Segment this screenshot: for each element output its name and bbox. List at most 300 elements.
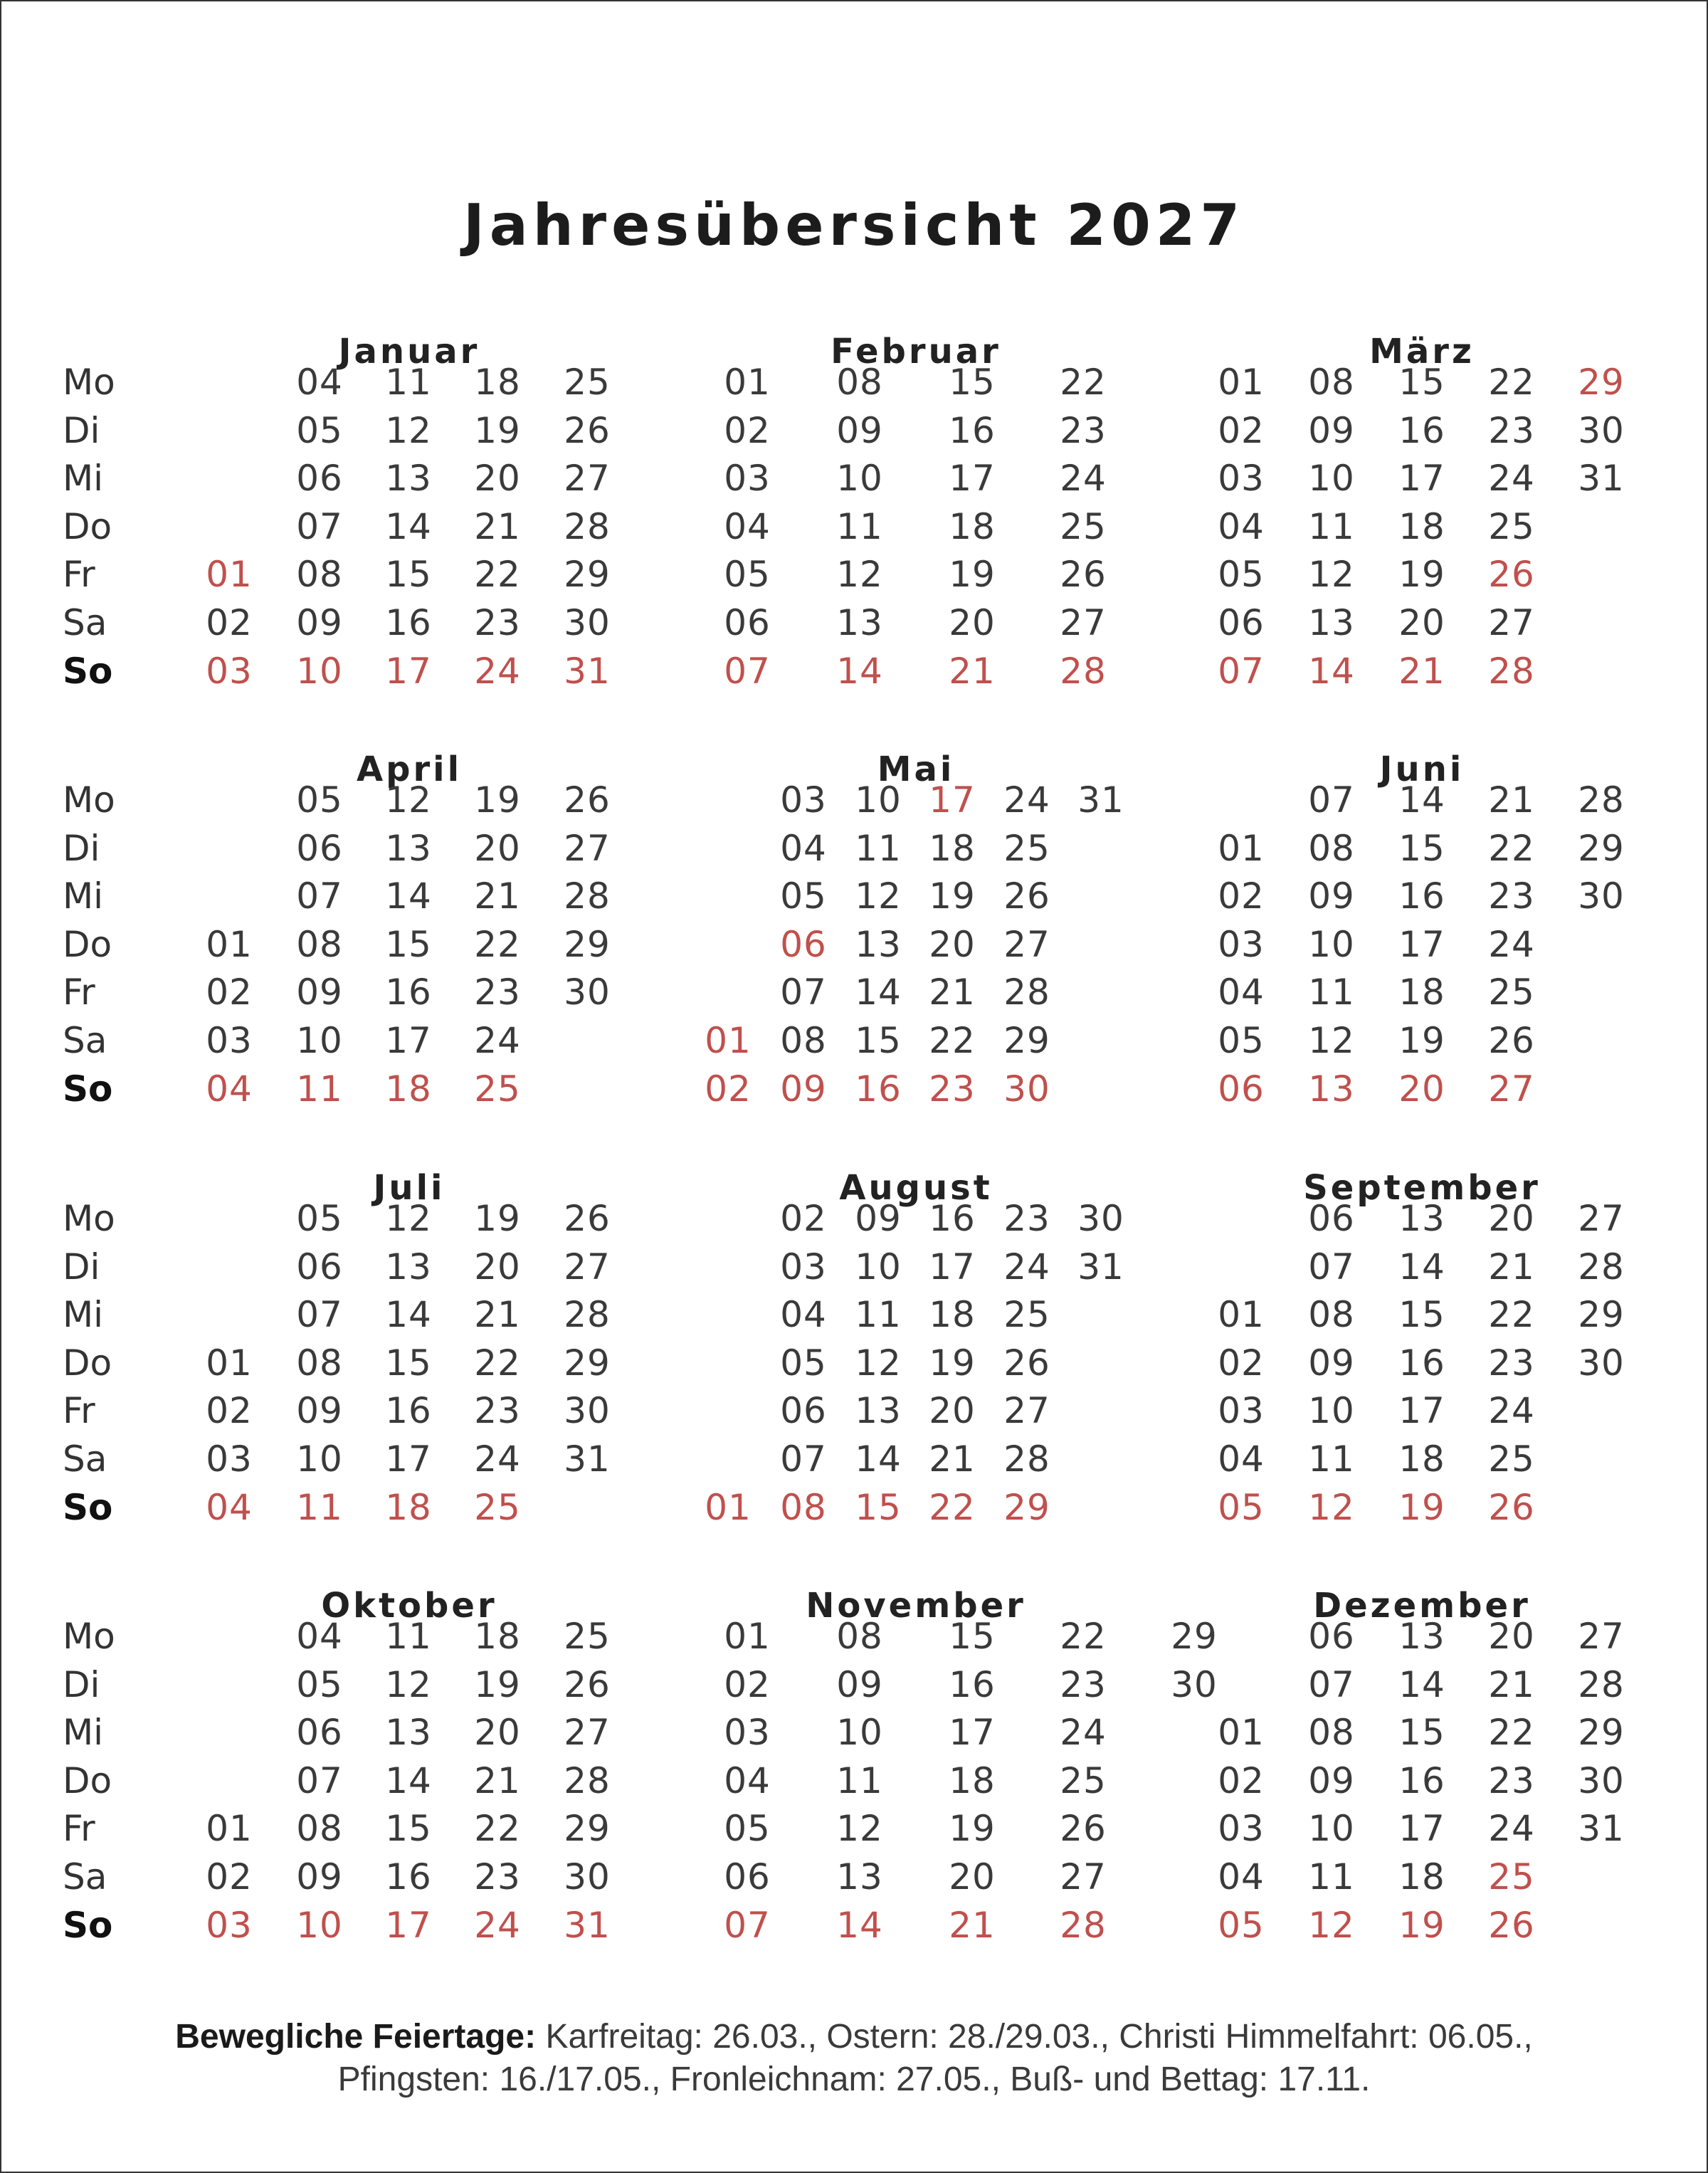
day-cell: 24 bbox=[474, 650, 521, 692]
day-cell: 22 bbox=[474, 1808, 521, 1850]
day-cell: 21 bbox=[474, 875, 521, 917]
day-cell: 18 bbox=[474, 362, 521, 403]
day-cell: 20 bbox=[1398, 602, 1445, 643]
day-cell: 29 bbox=[1003, 1020, 1050, 1061]
day-cell: 24 bbox=[1488, 1808, 1535, 1850]
day-cell: 13 bbox=[836, 1856, 883, 1898]
day-cell: 08 bbox=[296, 923, 343, 965]
day-cell: 18 bbox=[474, 1616, 521, 1657]
day-cell: 11 bbox=[855, 827, 902, 869]
day-cell: 01 bbox=[724, 1616, 771, 1657]
day-cell: 18 bbox=[1398, 505, 1445, 547]
day-cell: 09 bbox=[855, 1198, 902, 1239]
day-cell: 28 bbox=[1003, 972, 1050, 1014]
day-cell: 30 bbox=[564, 972, 611, 1014]
day-cell: 19 bbox=[474, 409, 521, 451]
day-cell: 01 bbox=[1218, 827, 1265, 869]
day-cell: 05 bbox=[296, 1198, 343, 1239]
day-cell: 08 bbox=[1308, 827, 1355, 869]
day-cell: 09 bbox=[1308, 1342, 1355, 1384]
weekday-label: Do bbox=[63, 923, 112, 965]
day-cell: 06 bbox=[296, 1246, 343, 1288]
day-cell: 03 bbox=[1218, 1808, 1265, 1850]
day-cell: 08 bbox=[1308, 1294, 1355, 1336]
day-cell: 11 bbox=[1308, 1856, 1355, 1898]
day-cell: 05 bbox=[1218, 1486, 1265, 1528]
day-cell: 17 bbox=[929, 1246, 976, 1288]
day-cell: 25 bbox=[1488, 1438, 1535, 1480]
day-cell: 20 bbox=[949, 1856, 996, 1898]
day-cell: 25 bbox=[474, 1068, 521, 1110]
day-cell: 04 bbox=[206, 1486, 253, 1528]
day-cell: 26 bbox=[564, 409, 611, 451]
day-cell: 14 bbox=[385, 875, 432, 917]
day-cell: 28 bbox=[564, 1294, 611, 1336]
day-cell: 07 bbox=[1308, 1246, 1355, 1288]
day-cell: 21 bbox=[929, 1438, 976, 1480]
day-cell: 01 bbox=[1218, 1294, 1265, 1336]
day-cell: 25 bbox=[1488, 972, 1535, 1014]
day-cell: 19 bbox=[474, 779, 521, 821]
day-cell: 09 bbox=[1308, 409, 1355, 451]
day-cell: 12 bbox=[385, 409, 432, 451]
weekday-label: Mo bbox=[63, 779, 115, 821]
day-cell: 16 bbox=[385, 1390, 432, 1432]
day-cell: 18 bbox=[929, 827, 976, 869]
day-cell: 25 bbox=[1488, 505, 1535, 547]
day-cell: 27 bbox=[1578, 1198, 1625, 1239]
day-cell: 26 bbox=[564, 779, 611, 821]
day-cell: 02 bbox=[206, 972, 253, 1014]
day-cell: 06 bbox=[1308, 1616, 1355, 1657]
day-cell: 20 bbox=[1488, 1616, 1535, 1657]
day-cell: 05 bbox=[1218, 554, 1265, 596]
weekday-label: Fr bbox=[63, 1808, 95, 1850]
day-cell: 26 bbox=[1003, 875, 1050, 917]
day-cell: 26 bbox=[564, 1198, 611, 1239]
day-cell: 21 bbox=[474, 1294, 521, 1336]
day-cell: 05 bbox=[780, 875, 827, 917]
day-cell: 10 bbox=[1308, 1808, 1355, 1850]
day-cell: 22 bbox=[474, 923, 521, 965]
day-cell: 05 bbox=[780, 1342, 827, 1384]
day-cell: 28 bbox=[1578, 1663, 1625, 1705]
day-cell: 29 bbox=[1003, 1486, 1050, 1528]
day-cell: 16 bbox=[929, 1198, 976, 1239]
month-title-juni: Juni bbox=[1379, 749, 1465, 789]
day-cell: 10 bbox=[855, 1246, 902, 1288]
day-cell: 13 bbox=[855, 923, 902, 965]
weekday-label: Fr bbox=[63, 1390, 95, 1432]
day-cell: 17 bbox=[949, 1712, 996, 1754]
day-cell: 08 bbox=[780, 1486, 827, 1528]
day-cell: 12 bbox=[836, 1808, 883, 1850]
day-cell: 15 bbox=[1398, 827, 1445, 869]
day-cell: 13 bbox=[1398, 1198, 1445, 1239]
day-cell: 21 bbox=[1488, 779, 1535, 821]
day-cell: 12 bbox=[385, 779, 432, 821]
day-cell: 01 bbox=[724, 362, 771, 403]
day-cell: 04 bbox=[780, 1294, 827, 1336]
weekday-label: Sa bbox=[63, 1020, 107, 1061]
day-cell: 27 bbox=[1003, 1390, 1050, 1432]
day-cell: 04 bbox=[1218, 505, 1265, 547]
day-cell: 12 bbox=[1308, 1904, 1355, 1946]
weekday-label: Mo bbox=[63, 1616, 115, 1657]
day-cell: 09 bbox=[1308, 875, 1355, 917]
day-cell: 20 bbox=[929, 1390, 976, 1432]
day-cell: 30 bbox=[1171, 1663, 1218, 1705]
day-cell: 07 bbox=[724, 1904, 771, 1946]
day-cell: 18 bbox=[949, 505, 996, 547]
day-cell: 10 bbox=[296, 1020, 343, 1061]
day-cell: 04 bbox=[206, 1068, 253, 1110]
day-cell: 08 bbox=[836, 1616, 883, 1657]
day-cell: 18 bbox=[949, 1759, 996, 1801]
weekday-label: Do bbox=[63, 1342, 112, 1384]
day-cell: 15 bbox=[385, 554, 432, 596]
day-cell: 05 bbox=[1218, 1020, 1265, 1061]
day-cell: 02 bbox=[705, 1068, 752, 1110]
day-cell: 16 bbox=[1398, 1342, 1445, 1384]
day-cell: 04 bbox=[296, 362, 343, 403]
day-cell: 19 bbox=[1398, 1486, 1445, 1528]
weekday-label: Sa bbox=[63, 602, 107, 643]
footer-line-2: Pfingsten: 16./17.05., Fronleichnam: 27.05., Buß- und Bettag: 17.11. bbox=[337, 2061, 1371, 2098]
day-cell: 06 bbox=[1308, 1198, 1355, 1239]
day-cell: 23 bbox=[929, 1068, 976, 1110]
day-cell: 11 bbox=[1308, 1438, 1355, 1480]
day-cell: 23 bbox=[474, 972, 521, 1014]
day-cell: 15 bbox=[385, 1808, 432, 1850]
day-cell: 22 bbox=[1060, 362, 1107, 403]
day-cell: 28 bbox=[564, 1759, 611, 1801]
day-cell: 18 bbox=[1398, 1438, 1445, 1480]
day-cell: 22 bbox=[1488, 362, 1535, 403]
day-cell: 09 bbox=[1308, 1759, 1355, 1801]
day-cell: 12 bbox=[855, 875, 902, 917]
day-cell: 13 bbox=[836, 602, 883, 643]
day-cell: 10 bbox=[296, 1438, 343, 1480]
day-cell: 03 bbox=[206, 650, 253, 692]
footer-label: Bewegliche Feiertage: bbox=[175, 2018, 537, 2056]
day-cell: 31 bbox=[564, 1904, 611, 1946]
day-cell: 19 bbox=[474, 1663, 521, 1705]
day-cell: 14 bbox=[855, 1438, 902, 1480]
day-cell: 22 bbox=[929, 1486, 976, 1528]
day-cell: 28 bbox=[1060, 1904, 1107, 1946]
footer-line-1 bbox=[0, 2016, 1708, 2058]
day-cell: 14 bbox=[1308, 650, 1355, 692]
day-cell: 10 bbox=[296, 1904, 343, 1946]
day-cell: 19 bbox=[1398, 554, 1445, 596]
footer-text-1: Karfreitag: 26.03., Ostern: 28./29.03., Christi Himmelfahrt: 06.05., bbox=[545, 2018, 1533, 2056]
weekday-label: Di bbox=[63, 827, 100, 869]
day-cell: 13 bbox=[385, 1712, 432, 1754]
day-cell: 21 bbox=[949, 650, 996, 692]
day-cell: 27 bbox=[1003, 923, 1050, 965]
day-cell: 15 bbox=[1398, 1712, 1445, 1754]
day-cell: 15 bbox=[855, 1020, 902, 1061]
day-cell: 15 bbox=[1398, 1294, 1445, 1336]
day-cell: 05 bbox=[724, 1808, 771, 1850]
day-cell: 20 bbox=[474, 827, 521, 869]
day-cell: 15 bbox=[949, 362, 996, 403]
day-cell: 16 bbox=[855, 1068, 902, 1110]
day-cell: 24 bbox=[474, 1438, 521, 1480]
day-cell: 10 bbox=[1308, 923, 1355, 965]
day-cell: 07 bbox=[780, 972, 827, 1014]
day-cell: 15 bbox=[385, 1342, 432, 1384]
day-cell: 09 bbox=[296, 602, 343, 643]
day-cell: 08 bbox=[780, 1020, 827, 1061]
day-cell: 20 bbox=[929, 923, 976, 965]
day-cell: 19 bbox=[949, 554, 996, 596]
day-cell: 16 bbox=[1398, 1759, 1445, 1801]
day-cell: 03 bbox=[780, 1246, 827, 1288]
day-cell: 15 bbox=[855, 1486, 902, 1528]
day-cell: 08 bbox=[1308, 1712, 1355, 1754]
weekday-label: Fr bbox=[63, 972, 95, 1014]
day-cell: 27 bbox=[1060, 1856, 1107, 1898]
day-cell: 22 bbox=[1488, 1294, 1535, 1336]
day-cell: 24 bbox=[1488, 923, 1535, 965]
weekday-label: So bbox=[63, 1486, 113, 1528]
day-cell: 30 bbox=[1578, 1342, 1625, 1384]
day-cell: 16 bbox=[385, 972, 432, 1014]
day-cell: 21 bbox=[1488, 1663, 1535, 1705]
day-cell: 31 bbox=[1578, 1808, 1625, 1850]
day-cell: 11 bbox=[836, 1759, 883, 1801]
day-cell: 21 bbox=[929, 972, 976, 1014]
day-cell: 28 bbox=[1488, 650, 1535, 692]
day-cell: 22 bbox=[474, 554, 521, 596]
day-cell: 18 bbox=[929, 1294, 976, 1336]
day-cell: 26 bbox=[1003, 1342, 1050, 1384]
day-cell: 02 bbox=[1218, 409, 1265, 451]
weekday-label: Mi bbox=[63, 458, 104, 500]
day-cell: 12 bbox=[385, 1663, 432, 1705]
day-cell: 23 bbox=[1488, 875, 1535, 917]
day-cell: 03 bbox=[724, 458, 771, 500]
day-cell: 30 bbox=[564, 1390, 611, 1432]
day-cell: 25 bbox=[474, 1486, 521, 1528]
day-cell: 03 bbox=[206, 1904, 253, 1946]
day-cell: 12 bbox=[1308, 1486, 1355, 1528]
day-cell: 17 bbox=[1398, 923, 1445, 965]
day-cell: 21 bbox=[1398, 650, 1445, 692]
day-cell: 27 bbox=[564, 458, 611, 500]
day-cell: 27 bbox=[564, 827, 611, 869]
day-cell: 14 bbox=[836, 1904, 883, 1946]
day-cell: 07 bbox=[724, 650, 771, 692]
day-cell: 29 bbox=[1578, 1294, 1625, 1336]
day-cell: 14 bbox=[836, 650, 883, 692]
day-cell: 05 bbox=[296, 1663, 343, 1705]
day-cell: 31 bbox=[564, 650, 611, 692]
month-title-april: April bbox=[356, 749, 463, 789]
day-cell: 10 bbox=[836, 458, 883, 500]
day-cell: 20 bbox=[474, 458, 521, 500]
day-cell: 07 bbox=[296, 505, 343, 547]
day-cell: 23 bbox=[1488, 409, 1535, 451]
day-cell: 06 bbox=[296, 1712, 343, 1754]
day-cell: 25 bbox=[1060, 505, 1107, 547]
day-cell: 10 bbox=[296, 650, 343, 692]
day-cell: 23 bbox=[1060, 409, 1107, 451]
day-cell: 03 bbox=[780, 779, 827, 821]
day-cell: 16 bbox=[1398, 875, 1445, 917]
day-cell: 01 bbox=[1218, 362, 1265, 403]
month-title-november: November bbox=[806, 1586, 1026, 1626]
day-cell: 03 bbox=[724, 1712, 771, 1754]
day-cell: 27 bbox=[564, 1246, 611, 1288]
month-title-september: September bbox=[1303, 1168, 1541, 1208]
day-cell: 31 bbox=[564, 1438, 611, 1480]
day-cell: 19 bbox=[1398, 1020, 1445, 1061]
day-cell: 17 bbox=[385, 1438, 432, 1480]
day-cell: 29 bbox=[1578, 1712, 1625, 1754]
day-cell: 24 bbox=[1488, 1390, 1535, 1432]
day-cell: 10 bbox=[1308, 458, 1355, 500]
day-cell: 30 bbox=[1578, 875, 1625, 917]
weekday-label: Sa bbox=[63, 1856, 107, 1898]
day-cell: 11 bbox=[296, 1486, 343, 1528]
day-cell: 09 bbox=[780, 1068, 827, 1110]
day-cell: 15 bbox=[949, 1616, 996, 1657]
day-cell: 17 bbox=[929, 779, 976, 821]
day-cell: 25 bbox=[1003, 1294, 1050, 1336]
weekday-label: Di bbox=[63, 1663, 100, 1705]
month-title-märz: März bbox=[1369, 332, 1475, 372]
day-cell: 18 bbox=[385, 1486, 432, 1528]
day-cell: 08 bbox=[296, 1808, 343, 1850]
day-cell: 09 bbox=[836, 409, 883, 451]
day-cell: 08 bbox=[1308, 362, 1355, 403]
day-cell: 25 bbox=[1060, 1759, 1107, 1801]
day-cell: 13 bbox=[1308, 602, 1355, 643]
month-title-mai: Mai bbox=[877, 749, 955, 789]
day-cell: 11 bbox=[385, 362, 432, 403]
day-cell: 31 bbox=[1578, 458, 1625, 500]
day-cell: 30 bbox=[564, 1856, 611, 1898]
day-cell: 17 bbox=[1398, 1390, 1445, 1432]
day-cell: 03 bbox=[1218, 458, 1265, 500]
day-cell: 31 bbox=[1077, 779, 1124, 821]
day-cell: 23 bbox=[1488, 1342, 1535, 1384]
day-cell: 06 bbox=[1218, 602, 1265, 643]
day-cell: 22 bbox=[1488, 827, 1535, 869]
day-cell: 05 bbox=[296, 779, 343, 821]
day-cell: 07 bbox=[296, 875, 343, 917]
movable-holidays-note bbox=[0, 2016, 1708, 2101]
day-cell: 02 bbox=[206, 1856, 253, 1898]
day-cell: 11 bbox=[836, 505, 883, 547]
day-cell: 05 bbox=[724, 554, 771, 596]
day-cell: 05 bbox=[1218, 1904, 1265, 1946]
day-cell: 23 bbox=[474, 1390, 521, 1432]
day-cell: 07 bbox=[296, 1294, 343, 1336]
day-cell: 03 bbox=[206, 1020, 253, 1061]
day-cell: 01 bbox=[1218, 1712, 1265, 1754]
day-cell: 02 bbox=[1218, 1759, 1265, 1801]
day-cell: 04 bbox=[1218, 1856, 1265, 1898]
month-title-februar: Februar bbox=[831, 332, 1001, 372]
day-cell: 14 bbox=[385, 1294, 432, 1336]
day-cell: 16 bbox=[385, 1856, 432, 1898]
day-cell: 02 bbox=[724, 409, 771, 451]
day-cell: 26 bbox=[564, 1663, 611, 1705]
day-cell: 04 bbox=[1218, 972, 1265, 1014]
day-cell: 24 bbox=[474, 1020, 521, 1061]
day-cell: 28 bbox=[564, 875, 611, 917]
day-cell: 23 bbox=[474, 1856, 521, 1898]
day-cell: 19 bbox=[1398, 1904, 1445, 1946]
day-cell: 29 bbox=[564, 923, 611, 965]
day-cell: 24 bbox=[1060, 1712, 1107, 1754]
day-cell: 24 bbox=[1003, 1246, 1050, 1288]
weekday-label: Mi bbox=[63, 875, 104, 917]
day-cell: 29 bbox=[564, 1808, 611, 1850]
day-cell: 27 bbox=[1488, 1068, 1535, 1110]
day-cell: 24 bbox=[1488, 458, 1535, 500]
day-cell: 20 bbox=[1398, 1068, 1445, 1110]
day-cell: 27 bbox=[1488, 602, 1535, 643]
day-cell: 19 bbox=[474, 1198, 521, 1239]
day-cell: 17 bbox=[1398, 1808, 1445, 1850]
day-cell: 29 bbox=[564, 1342, 611, 1384]
day-cell: 16 bbox=[385, 602, 432, 643]
day-cell: 13 bbox=[1308, 1068, 1355, 1110]
day-cell: 30 bbox=[1003, 1068, 1050, 1110]
day-cell: 22 bbox=[1488, 1712, 1535, 1754]
day-cell: 14 bbox=[385, 1759, 432, 1801]
weekday-label: Sa bbox=[63, 1438, 107, 1480]
day-cell: 24 bbox=[474, 1904, 521, 1946]
day-cell: 26 bbox=[1488, 1904, 1535, 1946]
day-cell: 08 bbox=[296, 554, 343, 596]
day-cell: 18 bbox=[1398, 1856, 1445, 1898]
day-cell: 23 bbox=[474, 602, 521, 643]
day-cell: 14 bbox=[1398, 1246, 1445, 1288]
weekday-label: Do bbox=[63, 505, 112, 547]
day-cell: 26 bbox=[1488, 1486, 1535, 1528]
month-title-januar: Januar bbox=[338, 332, 480, 372]
month-title-juli: Juli bbox=[373, 1168, 446, 1208]
day-cell: 02 bbox=[1218, 1342, 1265, 1384]
day-cell: 01 bbox=[705, 1020, 752, 1061]
day-cell: 11 bbox=[296, 1068, 343, 1110]
day-cell: 08 bbox=[296, 1342, 343, 1384]
day-cell: 17 bbox=[385, 650, 432, 692]
weekday-label: Mi bbox=[63, 1294, 104, 1336]
day-cell: 09 bbox=[296, 1856, 343, 1898]
day-cell: 10 bbox=[1308, 1390, 1355, 1432]
day-cell: 07 bbox=[1218, 650, 1265, 692]
day-cell: 03 bbox=[1218, 1390, 1265, 1432]
day-cell: 28 bbox=[564, 505, 611, 547]
month-title-oktober: Oktober bbox=[321, 1586, 497, 1626]
day-cell: 07 bbox=[296, 1759, 343, 1801]
weekday-label: Mo bbox=[63, 362, 115, 403]
day-cell: 13 bbox=[1398, 1616, 1445, 1657]
day-cell: 11 bbox=[855, 1294, 902, 1336]
day-cell: 26 bbox=[1488, 554, 1535, 596]
day-cell: 18 bbox=[385, 1068, 432, 1110]
day-cell: 22 bbox=[474, 1342, 521, 1384]
day-cell: 01 bbox=[206, 554, 253, 596]
day-cell: 13 bbox=[385, 458, 432, 500]
